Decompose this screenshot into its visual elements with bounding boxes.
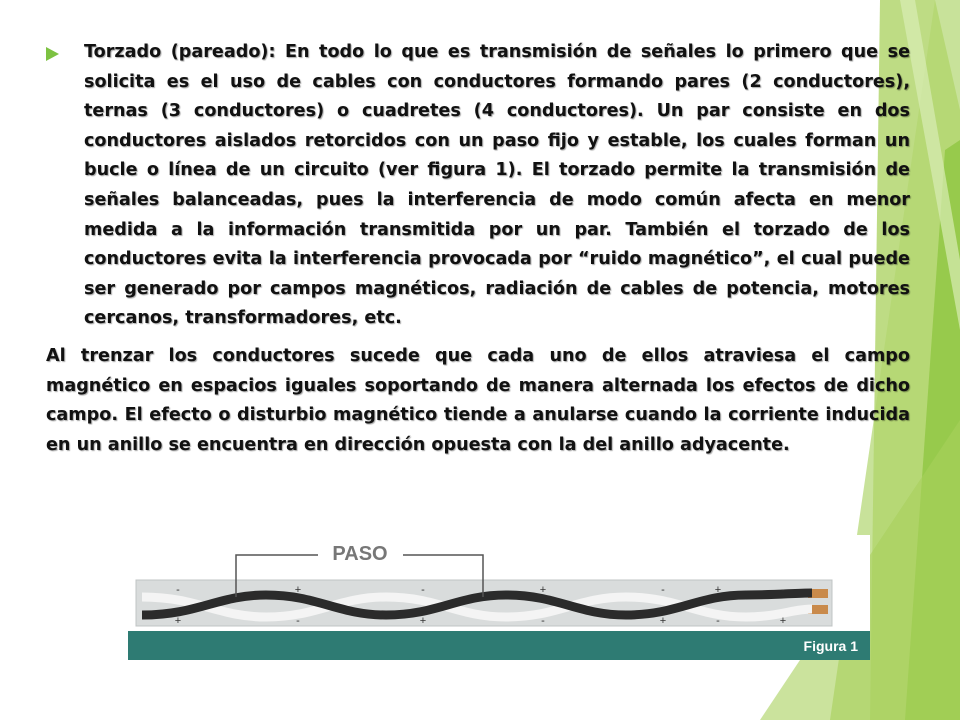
top-sign-2: + <box>294 584 302 596</box>
top-sign-3: - <box>421 584 425 596</box>
bullet-paragraph <box>46 38 910 334</box>
top-sign-5: - <box>661 584 665 596</box>
figure-twisted-pair <box>128 535 870 660</box>
bottom-sign-2: - <box>296 615 300 627</box>
bullet-term: Torzado (pareado) <box>84 42 269 62</box>
bottom-sign-3: + <box>419 615 427 627</box>
top-sign-7: - <box>781 584 785 596</box>
bottom-sign-6: - <box>716 615 720 627</box>
bottom-sign-5: + <box>659 615 667 627</box>
slide-content <box>46 38 910 460</box>
figure-caption-bar <box>128 631 870 660</box>
top-sign-6: + <box>714 584 722 596</box>
top-sign-4: + <box>539 584 547 596</box>
bottom-sign-7: + <box>779 615 787 627</box>
paso-label: PASO <box>332 543 388 565</box>
triangle-bullet-icon <box>46 47 59 61</box>
bullet-body: : En todo lo que es transmisión de señales lo primero que se solicita es el uso de cables con conductores formando pares (2 conductores), ternas (3 conductores) o cuadretes (4 conductores). Un par consiste en dos conductores aislados retorcidos con un paso fijo y estable, los cuales forman un bucle o línea de un circuito (ver figura 1). El torzado permite la transmisión de señales balanceadas, pues la interferencia de modo común afecta en menor medida a la información transmitida por un par. También el torzado de los conductores evita la interferencia provocada por “ruido magnético”, el cual puede ser generado por campos magnéticos, radiación de cables de potencia, motores cercanos, transformadores, etc. <box>84 42 911 329</box>
bottom-sign-1: + <box>174 615 182 627</box>
body-paragraph: Al trenzar los conductores sucede que cada uno de ellos atraviesa el campo magnético en espacios iguales soportando de manera alternada los efectos de dicho campo. El efecto o disturbio magnético tiende a anularse cuando la corriente inducida en un anillo se encuentra en dirección opuesta con la del anillo adyacente. <box>46 345 910 455</box>
figure-caption: Figura 1 <box>803 638 858 654</box>
bottom-sign-4: - <box>541 615 545 627</box>
top-sign-1: - <box>176 584 180 596</box>
twisted-pair-diagram <box>128 535 870 660</box>
